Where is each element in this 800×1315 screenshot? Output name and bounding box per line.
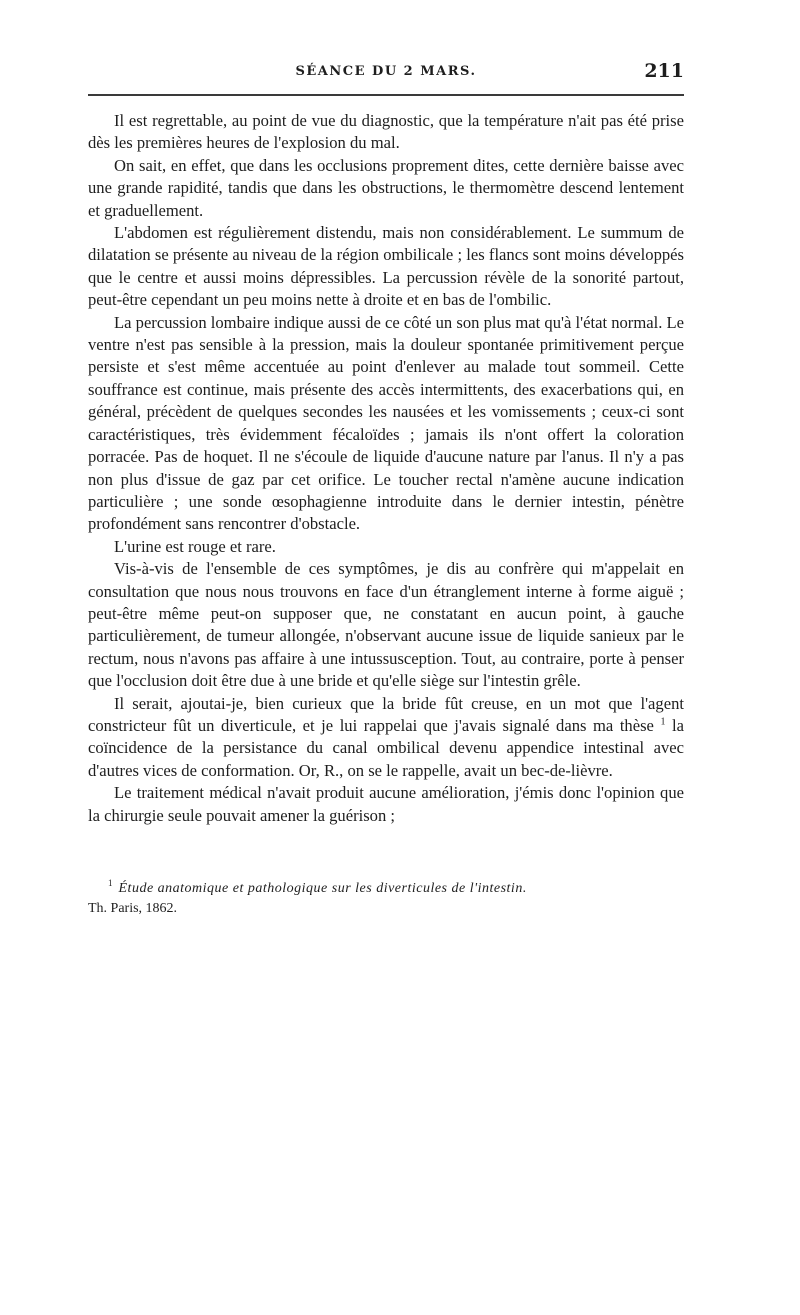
running-head — [88, 58, 684, 90]
header-rule — [88, 94, 684, 96]
footnote-title: Étude anatomique et pathologique sur les diverticules de l'intestin. — [118, 881, 527, 896]
footnote-line — [88, 879, 684, 899]
footnote — [88, 879, 684, 919]
paragraph: Il est regrettable, au point de vue du diagnostic, que la température n'ait pas été prise dès les premières heures de l'explosion du mal. — [88, 111, 684, 153]
paragraph: Vis-à-vis de l'ensemble de ces symptômes, je dis au confrère qui m'appelait en consultation que nous nous trouvons en face d'un étranglement interne à forme aiguë ; peut-être même peut-on supposer que, ne constatant en aucun point, à gauche particulièrement, de tumeur allongée, n'observant aucune issue de liquide sanieux par le rectum, nous n'avons pas affaire à une intussusception. Tout, au contraire, porte à penser que l'occlusion doit être due à une bride et qu'elle siège sur l'intestin grêle. — [88, 559, 684, 691]
paragraph: L'abdomen est régulièrement distendu, mais non considérablement. Le summum de dilatation se présente au niveau de la région ombilicale ; les flancs sont moins développés que le centre et aussi moins dépressibles. La percussion révèle de la sonorité partout, peut-être cependant un peu moins nette à droite et en bas de l'ombilic. — [88, 223, 684, 310]
footnote-marker: 1 — [660, 716, 666, 728]
footnote-source: Th. Paris, 1862. — [88, 901, 178, 916]
paragraph: La percussion lombaire indique aussi de ce côté un son plus mat qu'à l'état normal. Le ventre n'est pas sensible à la pression, mais la douleur spontanée primitivement perçue persiste et s'est même accentuée au point d'enlever au malade tout sommeil. Cette souffrance est continue, mais présente des accès intermittents, des exacerbations qui, en général, précèdent de quelques secondes les nausées et les vomissements ; ceux-ci sont caractéristiques, très évidemment fécaloïdes ; jamais ils n'ont offert la coloration porracée. Pas de hoquet. Il ne s'écoule de liquide d'aucune nature par l'anus. Il n'y a pas non plus d'issue de gaz par cet orifice. Le toucher rectal n'amène aucune indication particulière ; une sonde œsophagienne introduite dans le dernier intestin, pénètre profondément sans rencontrer d'obstacle. — [88, 312, 685, 534]
paragraph-text: la coïncidence de la persistance du canal ombilical devenu appendice intestinal avec d'autres vices de conformation. Or, R., on se le rappelle, avait un bec-de-lièvre. — [88, 715, 685, 780]
paragraph: L'urine est rouge et rare. — [114, 536, 276, 556]
paragraph: Le traitement médical n'avait produit aucune amélioration, j'émis donc l'opinion que la chirurgie seule pouvait amener la guérison ; — [88, 783, 684, 825]
paragraph-with-footnote — [88, 693, 684, 783]
book-page — [88, 58, 684, 919]
page-number: 211 — [644, 60, 684, 82]
paragraph: On sait, en effet, que dans les occlusions proprement dites, cette dernière baisse avec une grande rapidité, tandis que dans les obstructions, le thermomètre descend lentement et graduellement. — [88, 155, 684, 220]
running-title: SÉANCE DU 2 MARS. — [295, 64, 477, 79]
paragraph-text: Il serait, ajoutai-je, bien curieux que la bride fût creuse, en un mot que l'agent constricteur fût un diverticule, et je lui rappelai que j'avais signalé dans ma thèse — [88, 693, 684, 735]
footnote-number: 1 — [108, 878, 113, 889]
body-text — [88, 110, 684, 827]
